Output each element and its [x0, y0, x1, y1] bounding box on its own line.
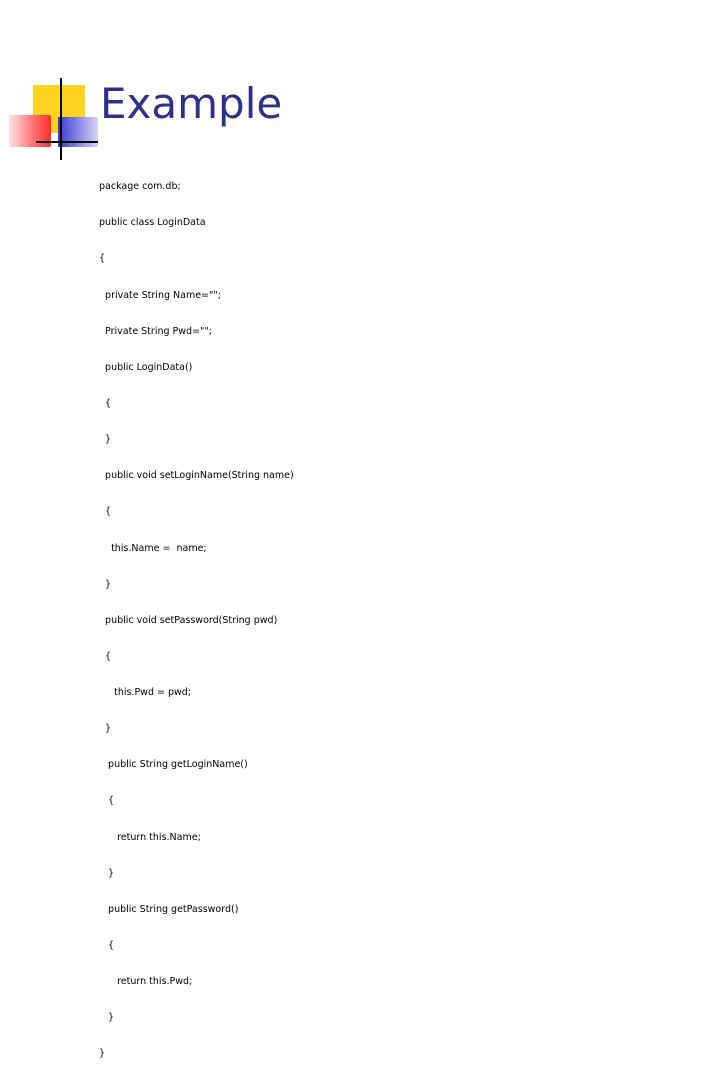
code-line: }: [99, 723, 112, 735]
corner-decoration: [0, 0, 100, 170]
code-line: public String getPassword(): [99, 903, 239, 915]
code-line: {: [99, 795, 115, 807]
code-line: public void setPassword(String pwd): [99, 614, 278, 626]
code-line: }: [99, 1048, 106, 1060]
code-line: }: [99, 867, 115, 879]
horizontal-rule: [36, 141, 98, 143]
code-line: this.Pwd = pwd;: [99, 687, 192, 699]
code-line: {: [99, 650, 112, 662]
code-line: return this.Pwd;: [99, 976, 193, 988]
code-line: return this.Name;: [99, 831, 201, 843]
code-line: public class LoginData: [99, 217, 206, 229]
code-line: public void setLoginName(String name): [99, 470, 294, 482]
code-line: this.Name = name;: [99, 542, 207, 554]
code-line: {: [99, 253, 106, 265]
code-line: }: [99, 434, 112, 446]
code-line: {: [99, 397, 112, 409]
code-line: public String getLoginName(): [99, 759, 248, 771]
code-block: [99, 157, 294, 1080]
code-line: public LoginData(): [99, 361, 193, 373]
code-line: }: [99, 1012, 115, 1024]
slide-title: Example: [100, 79, 283, 128]
code-line: }: [99, 578, 112, 590]
code-line: {: [99, 506, 112, 518]
code-line: private String Name="";: [99, 289, 221, 301]
vertical-rule: [60, 78, 62, 160]
code-line: package com.db;: [99, 181, 181, 193]
code-line: Private String Pwd="";: [99, 325, 212, 337]
code-line: {: [99, 940, 115, 952]
